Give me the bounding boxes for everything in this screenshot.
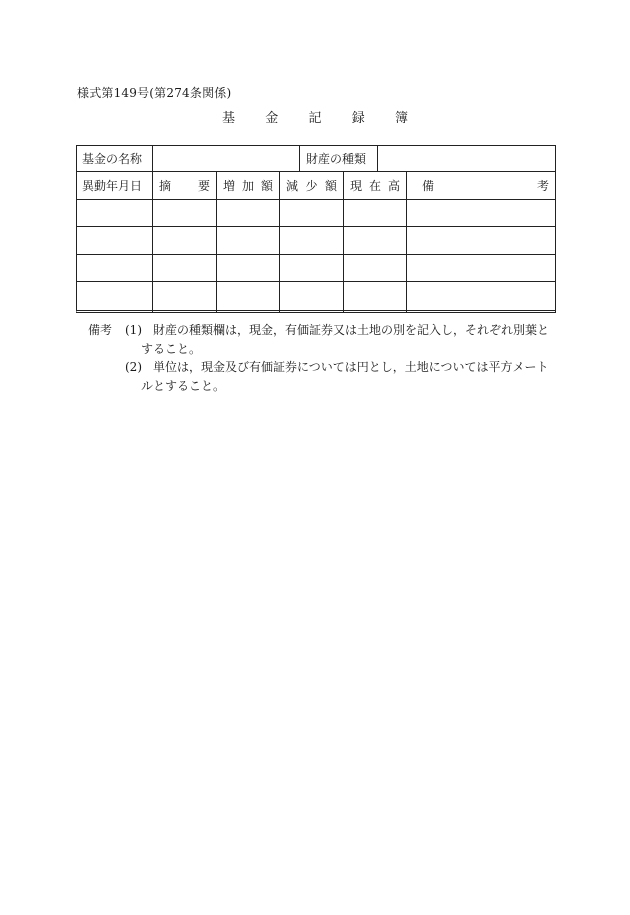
column-header [407,172,556,200]
table-cell[interactable] [407,227,556,255]
table-cell[interactable] [153,200,217,227]
table-cell[interactable] [153,227,217,255]
column-header-char: 加 [241,179,254,193]
title-char: 録 [351,111,365,126]
remark-text: 単位は，現金及び有価証券については円とし，土地については平方メート [153,360,549,374]
title-char: 記 [308,111,322,126]
fund-record-table [76,145,556,313]
property-type-label [300,145,378,172]
table-cell[interactable] [217,200,280,227]
column-header [76,172,153,200]
column-header [280,172,344,200]
form-number: 様式第149号(第274条関係) [77,86,232,100]
table-cell[interactable] [153,255,217,282]
remark-text: ルとすること。 [141,378,226,393]
column-header-char: 異動年月日 [82,179,143,193]
fund-name-field[interactable] [153,145,300,172]
column-header-char: 在 [368,179,381,193]
column-header [217,172,280,200]
table-cell[interactable] [280,282,344,313]
fund-name-label-text: 基金の名称 [82,151,143,166]
title-char: 金 [265,111,279,126]
table-cell[interactable] [344,200,407,227]
table-cell[interactable] [407,282,556,313]
table-cell[interactable] [217,255,280,282]
table-cell[interactable] [280,255,344,282]
remark-number: (2) [125,360,142,374]
column-header [153,172,217,200]
column-header-char: 少 [305,179,318,193]
table-cell[interactable] [217,282,280,313]
table-cell[interactable] [76,227,153,255]
column-header [344,172,407,200]
title-char: 簿 [394,111,408,126]
remark-number: (1) [125,323,142,337]
table-cell[interactable] [280,200,344,227]
property-type-field[interactable] [378,145,556,172]
column-header-char: 考 [536,179,549,193]
document-title [150,107,480,126]
table-cell[interactable] [217,227,280,255]
table-cell[interactable] [344,255,407,282]
column-header-char: 現 [350,179,363,193]
title-char: 基 [222,111,236,126]
column-header-char: 額 [260,179,273,193]
column-header-char: 高 [387,179,400,193]
column-header-char: 額 [324,179,337,193]
table-cell[interactable] [280,227,344,255]
table-cell[interactable] [344,227,407,255]
column-header-char: 備 [422,179,435,193]
table-cell[interactable] [76,255,153,282]
property-type-label-text: 財産の種類 [306,151,367,166]
fund-name-label [76,145,153,172]
column-header-char: 増 [223,179,236,193]
column-header-char: 減 [286,179,299,193]
table-cell[interactable] [344,282,407,313]
table-cell[interactable] [153,282,217,313]
table-cell[interactable] [407,255,556,282]
column-header-char: 要 [197,179,210,193]
table-cell[interactable] [76,282,153,313]
remarks-label: 備考 [88,323,113,337]
remark-text: 財産の種類欄は，現金，有価証券又は土地の別を記入し，それぞれ別葉と [153,323,550,337]
column-header-char: 摘 [159,179,172,193]
table-cell[interactable] [76,200,153,227]
table-cell[interactable] [407,200,556,227]
remark-text: すること。 [141,341,202,356]
